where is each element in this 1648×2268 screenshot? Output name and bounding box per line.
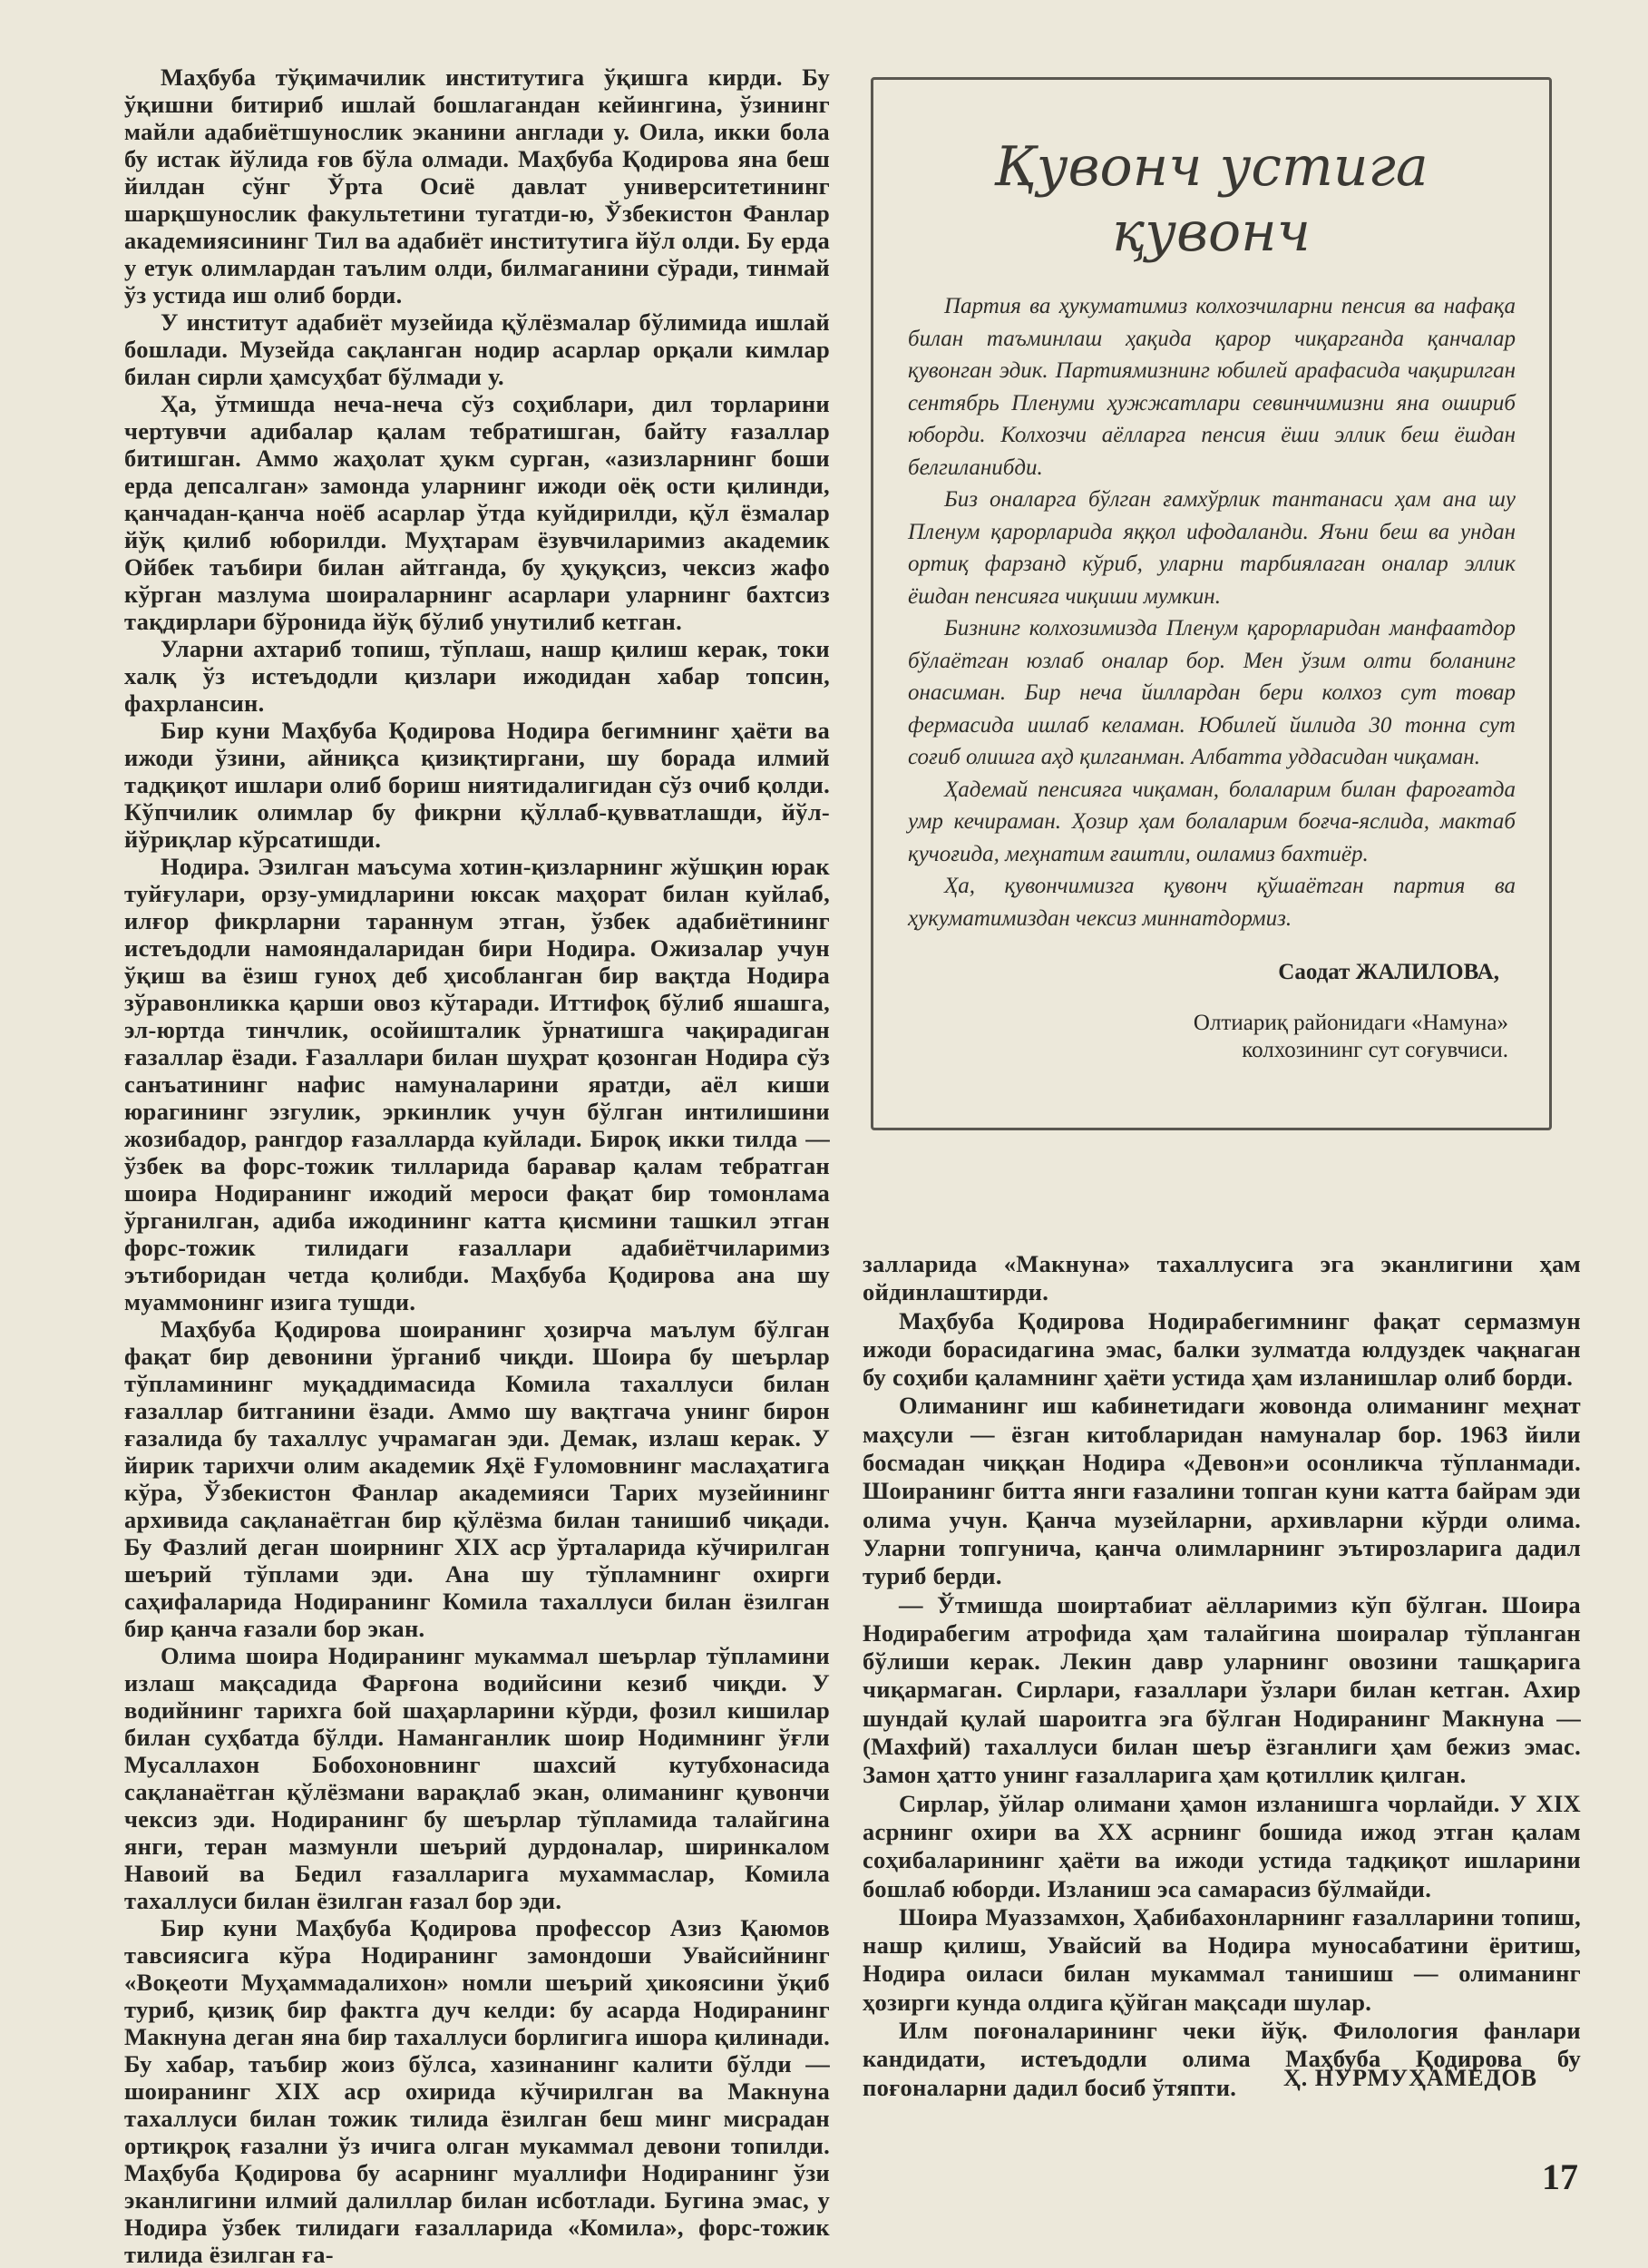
paragraph: Партия ва ҳукуматимиз колхозчиларни пенсия ва нафақа билан таъминлаш ҳақида қарор чиқарганда қанчалар қувонган эдик. Партиямизнинг юбилей арафасида чақирилган сентябрь Пленуми ҳужжатлари севинчимизни яна ошириб юборди. Колхозчи аёлларга пенсия ёши эллик беш ёшдан белгиланибди. <box>908 294 1516 480</box>
sidebar-letter-box <box>871 77 1552 1130</box>
paragraph: Ҳа, ўтмишда неча-неча сўз соҳиблари, дил торларини чертувчи адибалар қалам тебратишган, байту ғазаллар битишган. Аммо жаҳолат ҳукм сурган, «азизларнинг боши ерда депсалган» замонда уларнинг ижоди оёқ ости қилинди, қанчадан-қанча ноёб асарлар ўтда куйдирилди, қўл ёзмалар йўқ қилиб юборилди. Муҳтарам ёзувчиларимиз академик Ойбек таъбири билан айтганда, бу ҳуқуқсиз, чексиз жафо кўрган мазлума шоираларнинг асарлари уларнинг бахтсиз тақдирлари бўронида йўқ бўлиб унутилиб кетган. <box>124 390 830 635</box>
main-article-right-column <box>863 1250 1581 2102</box>
paragraph: Шоира Муаззамхон, Ҳабибахонларнинг ғазалларини топиш, нашр қилиш, Увайсий ва Нодира муносабатини ёритиш, Нодира оиласи билан мукаммал танишиш — олиманинг ҳозирги кунда олдига қўйган мақсади шулар. <box>863 1902 1581 2016</box>
paragraph: залларида «Макнуна» тахаллусига эга эканлигини ҳам ойдинлаштирди. <box>863 1250 1581 1306</box>
box-title-line: қувонч <box>1112 200 1311 264</box>
box-title-line: Қувонч устига <box>994 135 1429 199</box>
paragraph: Маҳбуба тўқимачилик институтига ўқишга кирди. Бу ўқишни битириб ишлай бошлагандан кейингина, ўзининг майли адабиётшунослик эканини англади у. Оила, икки бола бу истак йўлида ғов бўла олмади. Маҳбуба Қодирова яна беш йилдан сўнг Ўрта Осиё давлат университетининг шарқшунослик факультетини тугатди-ю, Ўзбекистон Фанлар академиясининг Тил ва адабиёт институтига йўл олди. Бу ерда у етук олимлардан таълим олди, билмаганини сўради, тинмай ўз устида иш олиб борди. <box>124 64 830 308</box>
page-number: 17 <box>1542 2156 1578 2197</box>
paragraph: — Ўтмишда шоиртабиат аёлларимиз кўп бўлган. Шоира Нодирабегим атрофида ҳам талайгина шоиралар тўпланган бўлиши керак. Лекин давр уларнинг овозини ташқарига чиқармаган. Сирлари, ғазаллари ўзлари билан кетган. Ахир шундай қулай шароитга эга бўлган Нодиранинг Макнуна — (Махфий) тахаллуси билан шеър ёзганлиги ҳам бежиз эмас. Замон ҳатто унинг ғазалларига ҳам қотиллик қилган. <box>863 1590 1581 1789</box>
paragraph: Илм поғоналарининг чеки йўқ. Филология фанлари кандидати, истеъдодли олима Маҳбуба Қодирова бу поғоналарни дадил босиб ўтяпти. <box>863 2017 1581 2101</box>
paragraph: Бизнинг колхозимизда Пленум қарорларидан манфаатдор бўлаётган юзлаб оналар бор. Мен ўзим олти боланинг онасиман. Бир неча йиллардан бери колхоз сут товар фермасида ишлаб келаман. Юбилей йилида 30 тонна сут соғиб олишга аҳд қилганман. Албатта уддасидан чиқаман. <box>908 616 1516 769</box>
paragraph: Ҳа, қувончимизга қувонч қўшаётган партия ва ҳукуматимиздан чексиз миннатдормиз. <box>908 874 1516 931</box>
box-author-role: Олтиариқ районидаги «Намуна» колхозининг сут соғувчиси. <box>1193 1011 1508 1062</box>
paragraph: У институт адабиёт музейида қўлёзмалар бўлимида ишлай бошлади. Музейда сақланган нодир асарлар орқали кимлар билан сирли ҳамсуҳбат бўлмади у. <box>124 308 830 390</box>
paragraph: Олиманинг иш кабинетидаги жовонда олиманинг меҳнат маҳсули — ёзган китобларидан намуналар бор. 1963 йили босмадан чиққан Нодира «Девон»и осонликча тўпланмади. Шоиранинг битта янги ғазалини топган куни катта байрам эди олима учун. Қанча музейларни, архивларни кўрди олима. Уларни топгунича, қанча олимларнинг эътирозларига дадил туриб берди. <box>863 1392 1581 1590</box>
main-article-left-column <box>124 64 830 2268</box>
paragraph: Маҳбуба Қодирова шоиранинг ҳозирча маълум бўлган фақат бир девонини ўрганиб чиқди. Шоира бу шеърлар тўпламининг муқаддимасида Комила тахаллуси билан ғазаллар битганини ёзади. Аммо шу вақтгача унинг бирон ғазалида бу тахаллус учрамаган эди. Демак, излаш керак. У йирик тарихчи олим академик Яҳё Ғуломовнинг маслаҳатига кўра, Ўзбекистон Фанлар академияси Тарих музейининг архивида сақланаётган бир қўлёзма билан танишиб чиқади. Бу Фазлий деган шоирнинг XIX аср ўрталарида кўчирилган шеърий тўплами эди. Ана шу тўпламнинг охирги саҳифаларида Нодиранинг Комила тахаллуси билан ёзилган бир қанча ғазали бор экан. <box>124 1315 830 1642</box>
paragraph: Бир куни Маҳбуба Қодирова Нодира бегимнинг ҳаёти ва ижоди ўзини, айниқса қизиқтиргани, шу борада илмий тадқиқот ишлари олиб бориш ниятидалигидан сўз очиб қолди. Кўпчилик олимлар бу фикрни қўллаб-қувватлашди, йўл-йўриқлар кўрсатишди. <box>124 717 830 853</box>
paragraph: Биз оналарга бўлган ғамхўрлик тантанаси ҳам ана шу Пленум қарорларида яққол ифодаланди. Яъни беш ва ундан ортиқ фарзанд кўриб, уларни тарбиялаган оналар эллик ёшдан пенсияга чиқиши мумкин. <box>908 487 1516 609</box>
paragraph: Бир куни Маҳбуба Қодирова профессор Азиз Қаюмов тавсиясига кўра Нодиранинг замондоши Увайсийнинг «Воқеоти Муҳаммадалихон» номли шеърий ҳикоясини ўқиб туриб, қизиқ бир фактга дуч келди: бу асарда Нодиранинг Макнуна деган яна бир тахаллуси борлигига ишора қилинади. Бу хабар, таъбир жоиз бўлса, хазинанинг калити бўлди — шоиранинг XIX аср охирида кўчирилган ва Макнуна тахаллуси билан тожик тилида ёзилган беш минг мисрадан ортиқроқ ғазални ўз ичига олган мукаммал девони топилди. Маҳбуба Қодирова бу асарнинг муаллифи Нодиранинг ўзи эканлигини илмий далиллар билан исботлади. Бугина эмас, у Нодира ўзбек тилидаги ғазалларида «Комила», форс-тожик тилида ёзилган ға- <box>124 1914 830 2268</box>
article-author: Ҳ. НУРМУҲАМЕДОВ <box>1283 2065 1537 2091</box>
paragraph: Ҳадемай пенсияга чиқаман, болаларим билан фароғатда умр кечираман. Ҳозир ҳам болаларим боғча-яслида, мактаб қучоғида, меҳнатим ғаштли, оиламиз бахтиёр. <box>908 777 1516 866</box>
box-body <box>908 290 1516 934</box>
paragraph: Сирлар, ўйлар олимани ҳамон изланишга чорлайди. У XIX асрнинг охири ва XX асрнинг бошида ижод этган қалам соҳибаларининг ҳаёти ва ижоди устида тадқиқот ишларини бошлаб юборди. Изланиш эса самарасиз бўлмайди. <box>863 1789 1581 1902</box>
paragraph: Маҳбуба Қодирова Нодирабегимнинг фақат сермазмун ижоди борасидагина эмас, балки зулматда юлдуздек чақнаган бу соҳиби қаламнинг ҳаёти устида ҳам изланишлар олиб борди. <box>863 1306 1581 1392</box>
paragraph: Олима шоира Нодиранинг мукаммал шеърлар тўпламини излаш мақсадида Фарғона водийсини кезиб чиқди. У водийнинг тарихга бой шаҳарларини кўрди, фозил кишилар билан суҳбатда бўлди. Наманганлик шоир Нодимнинг ўғли Мусаллахон Бобохоновнинг шахсий кутубхонасида сақланаётган қўлёзмани варақлаб экан, олиманинг қувончи чексиз эди. Нодиранинг бу шеърлар тўпламида талайгина янги, теран мазмунли шеърий дурдоналар, ширинкалом Навоий ва Бедил ғазалларига мухаммаслар, Комила тахаллуси билан ёзилган ғазал бор эди. <box>124 1642 830 1914</box>
box-signature: Саодат ЖАЛИЛОВА, <box>1278 960 1499 984</box>
paragraph: Уларни ахтариб топиш, тўплаш, нашр қилиш керак, токи халқ ўз истеъдодли қизлари ижодидан хабар топсин, фахрлансин. <box>124 635 830 717</box>
box-title <box>873 134 1549 265</box>
paragraph: Нодира. Эзилган маъсума хотин-қизларнинг жўшқин юрак туйғулари, орзу-умидларини юксак маҳорат билан куйлаб, илғор фикрларни тараннум этган, ўзбек адабиётининг истеъдодли намояндаларидан бири Нодира. Ожизалар учун ўқиш ва ёзиш гуноҳ деб ҳисобланган бир вақтда Нодира зўравонликка қарши овоз кўтаради. Иттифоқ бўлиб яшашга, эл-юртда тинчлик, осойишталик ўрнатишга чақирадиган ғазаллар ёзади. Ғазаллари билан шуҳрат қозонган Нодира сўз санъатининг нафис намуналарини яратди, аёл киши юрагининг эзгулик, эркинлик учун бўлган интилишини жозибадор, рангдор ғазалларда куйлади. Бироқ икки тилда — ўзбек ва форс-тожик тилларида баравар қалам тебратган шоира Нодиранинг ижодий мероси фақат бир томонлама ўрганилган, адиба ижодининг катта қисмини ташкил этган форс-тожик тилидаги ғазаллари адабиётчиларимиз эътиборидан четда қолибди. Маҳбуба Қодирова ана шу муаммонинг изига тушди. <box>124 853 830 1315</box>
